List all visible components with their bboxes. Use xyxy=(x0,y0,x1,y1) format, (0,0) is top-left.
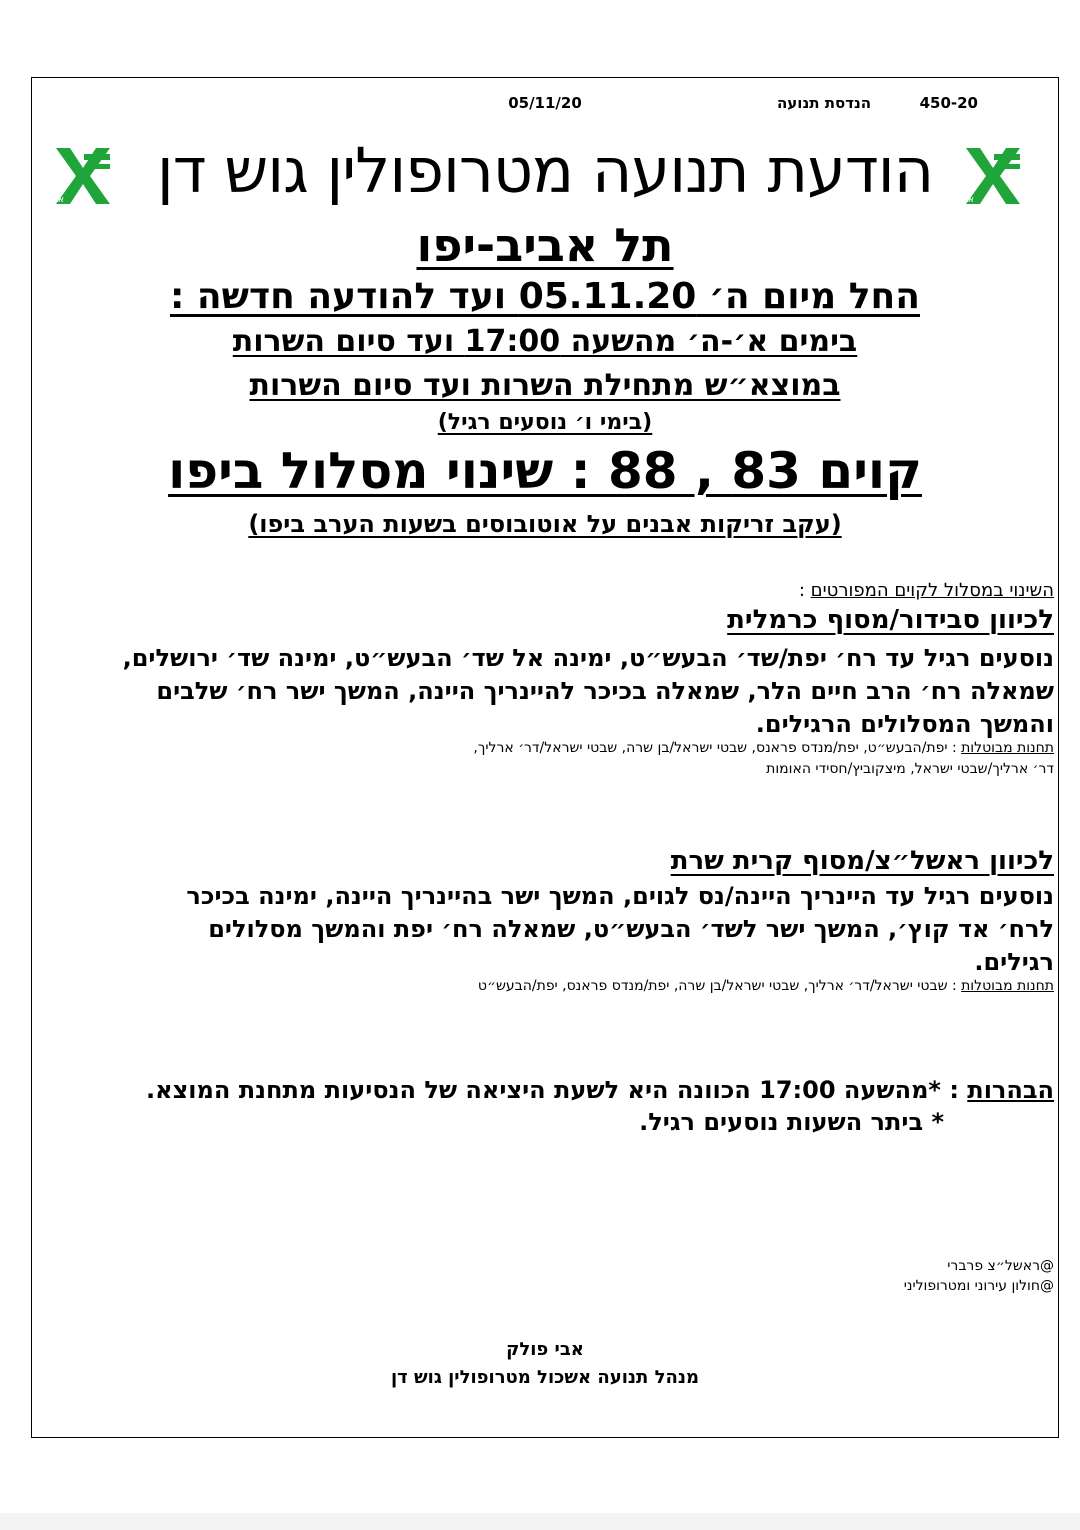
notice-title: הודעת תנועה מטרופולין גוש דן xyxy=(156,134,934,207)
city-title: תל אביב-יפו xyxy=(416,218,674,272)
route-description: נוסעים רגיל עד היינריך היינה/נס לגוים, המשך ישר בהיינריך היינה, ימינה בכיכר לרח׳ אד קוץ׳, המשך ישר לשד׳ הבעש״ט, שמאלה רח׳ יפת והמשך מסלולים רגילים. xyxy=(186,882,1054,977)
page-bottom-strip xyxy=(0,1513,1080,1530)
validity-line: החל מיום ה׳ 05.11.20 ועד להודעה חדשה : xyxy=(170,276,920,317)
change-reason: (עקב זריקות אבנים על אוטובוסים בשעות הערב ביפו) xyxy=(248,510,842,538)
svg-text:אגד: אגד xyxy=(49,195,64,205)
direction-title: לכיוון סבידור/מסוף כרמלית xyxy=(727,605,1054,635)
department-name: הנדסת תנועה xyxy=(777,94,872,112)
cc-list: @ראשל״צ פרברי @חולון עירוני ומטרופוליני xyxy=(903,1258,1054,1295)
cancelled-stops: תחנות מבוטלות : יפת/הבעש״ט, יפת/מנדס פראנס, שבטי ישראל/בן שרה, שבטי ישראל/דר׳ ארליך, דר׳ ארליך/שבטי ישראל, מיצקוביץ/חסידי האומות xyxy=(473,740,1054,777)
lines-change-title: קוים 83 , 88 : שינוי מסלול ביפו xyxy=(168,442,922,500)
clarifications: הבהרות : *מהשעה 17:00 הכוונה היא לשעת היציאה של הנסיעות מתחנת המוצא. * ביתר השעות נוסעים רגיל. xyxy=(146,1076,1054,1137)
notice-number: 450-20 xyxy=(919,94,978,112)
notice-date: 05/11/20 xyxy=(508,94,582,112)
signature xyxy=(32,1336,1058,1392)
svg-text:אגד: אגד xyxy=(959,195,974,205)
weekday-hours: בימים א׳-ה׳ מהשעה 17:00 ועד סיום השרות xyxy=(232,324,858,359)
signer-role: מנהל תנועה אשכול מטרופולין גוש דן xyxy=(390,1366,700,1388)
notice-page xyxy=(31,77,1059,1438)
friday-note: (בימי ו׳ נוסעים רגיל) xyxy=(437,410,653,435)
cancelled-stops: תחנות מבוטלות : שבטי ישראל/דר׳ ארליך, שבטי ישראל/בן שרה, יפת/מנדס פראנס, יפת/הבעש״ט xyxy=(477,978,1054,994)
intro-line: השינוי במסלול לקוים המפורטים : xyxy=(798,580,1054,601)
direction-title: לכיוון ראשל״צ/מסוף קרית שרת xyxy=(670,846,1054,876)
saturday-hours: במוצא״ש מתחילת השרות ועד סיום השרות xyxy=(249,368,841,403)
signer-name: אבי פולק xyxy=(506,1339,584,1360)
route-description: נוסעים רגיל עד רח׳ יפת/שד׳ הבעש״ט, ימינה אל שד׳ הבעש״ט, ימינה שד׳ ירושלים, שמאלה רח׳ הרב חיים הלר, שמאלה בכיכר להיינריך היינה, המשך ישר רח׳ שלבים והמשך המסלולים הרגילים. xyxy=(122,644,1054,739)
